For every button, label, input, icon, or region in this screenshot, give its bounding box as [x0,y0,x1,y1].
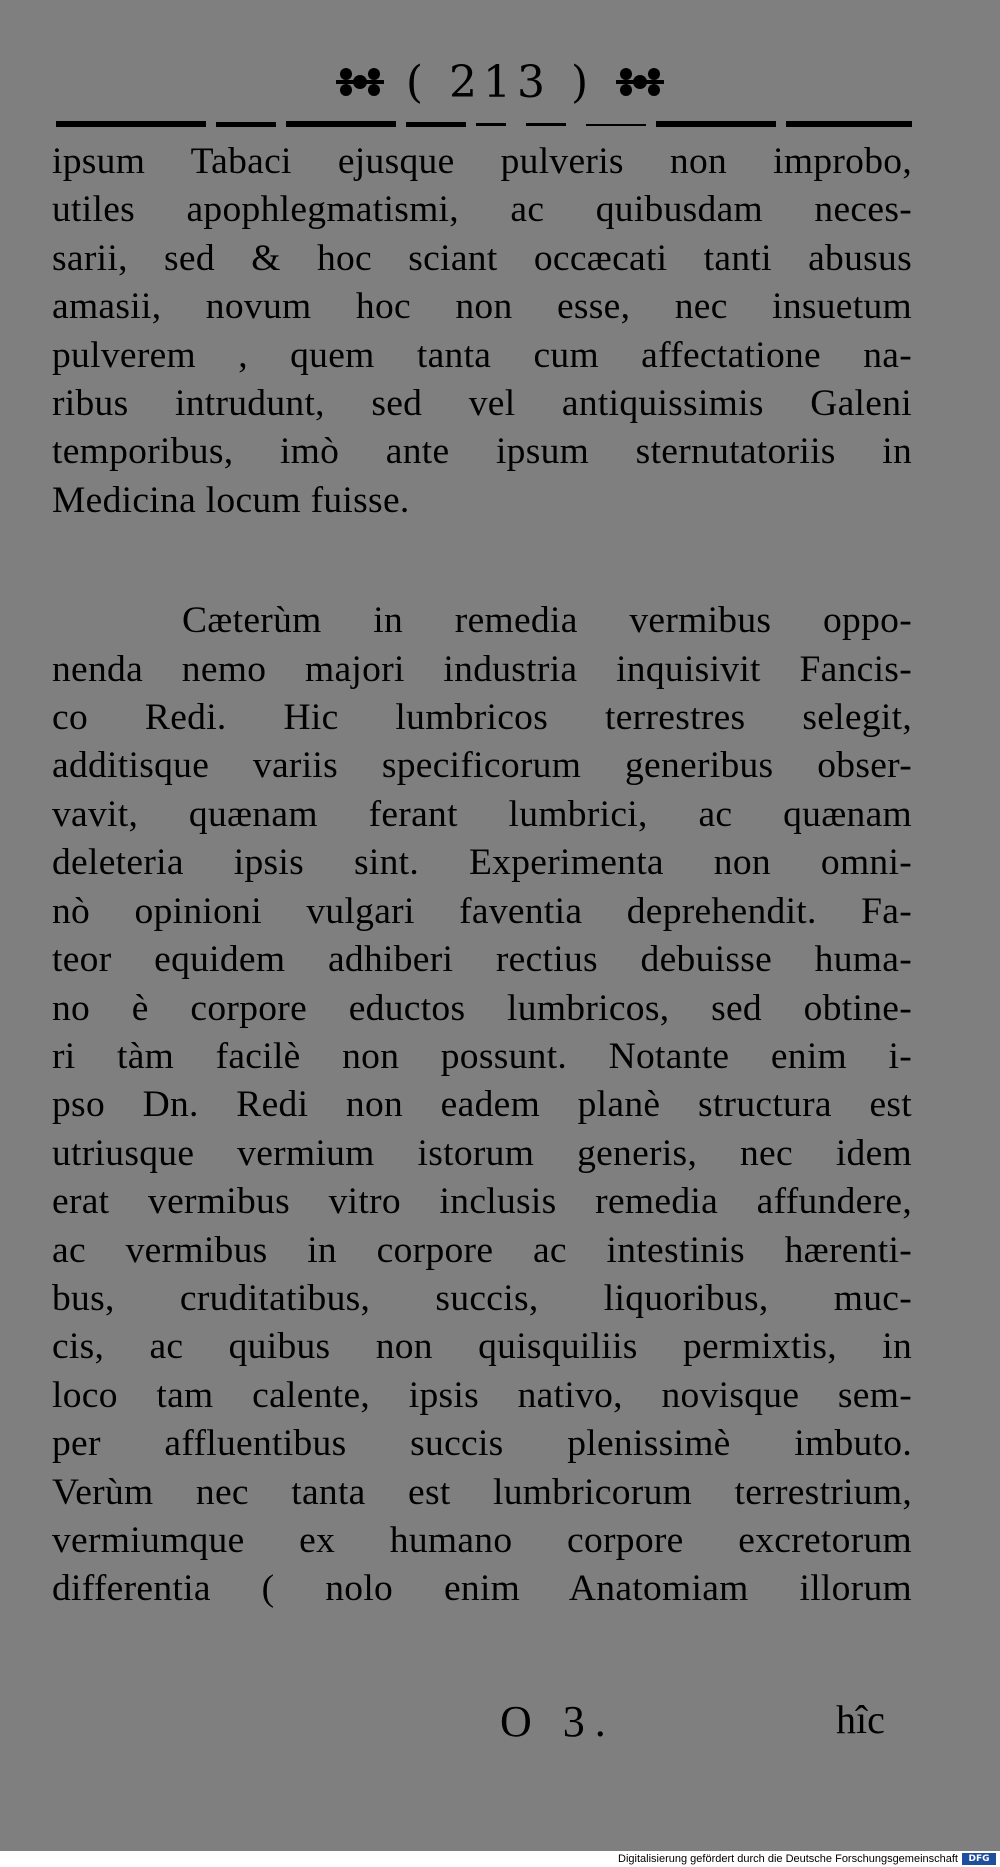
digitization-credit: Digitalisierung gefördert durch die Deutsche Forschungsgemeinschaft [618,1853,958,1865]
text-line: bus, cruditatibus, succis, liquoribus, muc- [52,1277,912,1319]
text-line: nenda nemo majori industria inquisivit Fancis- [52,648,912,690]
text-line: Medicina locum fuisse. [52,479,410,521]
text-line: per affluentibus succis plenissimè imbuto. [52,1423,912,1465]
text-line: utriusque vermium istorum generis, nec idem [52,1132,912,1174]
paragraph-1 [52,138,912,525]
page-header [0,52,1000,112]
text-line: co Redi. Hic lumbricos terrestres selegit, [52,697,912,739]
text-line: loco tam calente, ipsis nativo, novisque sem- [52,1374,912,1416]
dfg-logo-icon: DFG [962,1853,996,1865]
signature-mark: O 3. [500,1697,616,1746]
left-ornament-icon [330,62,390,102]
text-line: pulverem , quem tanta cum affectatione na- [52,334,912,376]
text-line: nò opinioni vulgari faventia deprehendit. Fa- [52,890,912,932]
paragraph-spacer [52,525,912,597]
text-line: ac vermibus in corpore ac intestinis hærenti- [52,1229,912,1271]
text-line: ri tàm facilè non possunt. Notante enim i- [52,1035,912,1077]
text-line: temporibus, imò ante ipsum sternutatoriis in [52,431,912,473]
text-line: additisque variis specificorum generibus obser- [52,745,912,787]
text-line: ribus intrudunt, sed vel antiquissimis Galeni [52,383,912,425]
text-line: cis, ac quibus non quisquiliis permixtis, in [52,1326,912,1368]
text-line: erat vermibus vitro inclusis remedia affundere, [52,1181,912,1223]
text-line: ipsum Tabaci ejusque pulveris non improbo, [52,141,912,182]
page-number: ( 213 ) [405,56,595,108]
text-line: vermiumque ex humano corpore excretorum [52,1519,912,1561]
text-line: utiles apophlegmatismi, ac quibusdam neces- [52,189,912,231]
paragraph-2 [52,597,912,1614]
digitization-credit-bar [0,1851,1000,1867]
text-line: amasii, novum hoc non esse, nec insuetum [52,286,912,328]
text-line: differentia ( nolo enim Anatomiam illorum [52,1568,912,1610]
text-line: deleteria ipsis sint. Experimenta non omni- [52,842,912,884]
catchword: hîc [836,1697,885,1742]
text-line: vavit, quænam ferant lumbrici, ac quænam [52,793,912,835]
text-line: sarii, sed & hoc sciant occæcati tanti abusus [52,237,912,279]
body-text [52,138,912,1614]
text-line: Cæterùm in remedia vermibus oppo- [182,600,912,642]
right-ornament-icon [610,62,670,102]
text-line: Verùm nec tanta est lumbricorum terrestrium, [52,1471,912,1513]
text-line: teor equidem adhiberi rectius debuisse huma- [52,939,912,981]
text-line: pso Dn. Redi non eadem planè structura est [52,1084,912,1126]
header-rule [56,118,912,130]
text-line: no è corpore eductos lumbricos, sed obtine- [52,987,912,1029]
